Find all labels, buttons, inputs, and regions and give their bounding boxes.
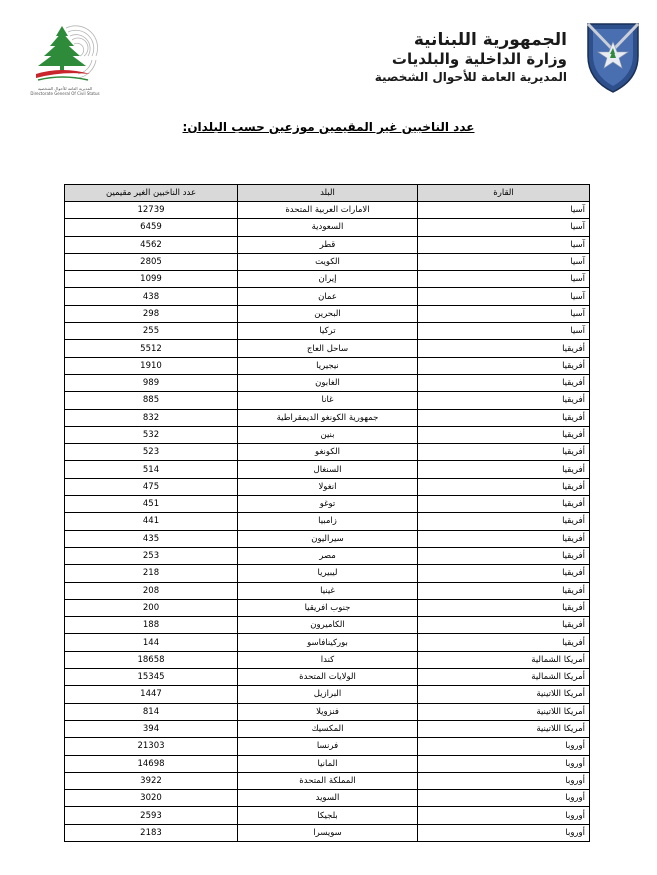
continent-cell: أفريقيا [418, 634, 590, 651]
country-cell: ليبيريا [238, 565, 418, 582]
table-row [65, 236, 590, 253]
country-cell: غانا [238, 392, 418, 409]
continent-cell: أوروبا [418, 807, 590, 824]
table-row [65, 703, 590, 720]
country-cell: بوركينافاسو [238, 634, 418, 651]
header-republic: الجمهورية اللبنانية [413, 30, 567, 50]
ministry-emblem [584, 20, 642, 94]
table-row [65, 340, 590, 357]
count-cell: 144 [65, 634, 238, 651]
continent-cell: أوروبا [418, 790, 590, 807]
table-row [65, 582, 590, 599]
table-row [65, 253, 590, 270]
table-row [65, 738, 590, 755]
continent-cell: أفريقيا [418, 409, 590, 426]
shield-star-icon [584, 20, 642, 94]
count-cell: 1447 [65, 686, 238, 703]
continent-cell: آسيا [418, 236, 590, 253]
count-cell: 438 [65, 288, 238, 305]
country-cell: المكسيك [238, 720, 418, 737]
count-cell: 532 [65, 426, 238, 443]
table-row [65, 444, 590, 461]
table-row [65, 202, 590, 219]
count-cell: 1099 [65, 271, 238, 288]
count-cell: 6459 [65, 219, 238, 236]
count-cell: 832 [65, 409, 238, 426]
table-row [65, 617, 590, 634]
table-header-row [65, 185, 590, 202]
continent-cell: أوروبا [418, 772, 590, 789]
country-cell: فنزويلا [238, 703, 418, 720]
table-row [65, 426, 590, 443]
continent-cell: أفريقيا [418, 582, 590, 599]
continent-cell: أفريقيا [418, 392, 590, 409]
continent-cell: أفريقيا [418, 513, 590, 530]
column-header-continent: القارة [418, 185, 590, 202]
table-row [65, 755, 590, 772]
table-row [65, 392, 590, 409]
count-cell: 2183 [65, 824, 238, 841]
count-cell: 255 [65, 323, 238, 340]
country-cell: مصر [238, 547, 418, 564]
country-cell: الكاميرون [238, 617, 418, 634]
country-cell: كندا [238, 651, 418, 668]
continent-cell: أمريكا اللاتينية [418, 686, 590, 703]
country-cell: ساحل العاج [238, 340, 418, 357]
count-cell: 435 [65, 530, 238, 547]
table-row [65, 271, 590, 288]
continent-cell: أفريقيا [418, 340, 590, 357]
table-row [65, 547, 590, 564]
count-cell: 394 [65, 720, 238, 737]
continent-cell: أفريقيا [418, 478, 590, 495]
table-body [65, 202, 590, 842]
count-cell: 12739 [65, 202, 238, 219]
continent-cell: أمريكا الشمالية [418, 669, 590, 686]
country-cell: نيجيريا [238, 357, 418, 374]
count-cell: 200 [65, 599, 238, 616]
count-cell: 885 [65, 392, 238, 409]
table-row [65, 513, 590, 530]
voters-table [64, 184, 590, 842]
count-cell: 298 [65, 305, 238, 322]
country-cell: جمهورية الكونغو الديمقراطية [238, 409, 418, 426]
count-cell: 814 [65, 703, 238, 720]
continent-cell: أفريقيا [418, 357, 590, 374]
country-cell: سيراليون [238, 530, 418, 547]
count-cell: 253 [65, 547, 238, 564]
country-cell: إيران [238, 271, 418, 288]
continent-cell: أفريقيا [418, 374, 590, 391]
country-cell: قطر [238, 236, 418, 253]
continent-cell: أوروبا [418, 824, 590, 841]
count-cell: 2593 [65, 807, 238, 824]
table-row [65, 599, 590, 616]
logo-caption [20, 86, 110, 96]
table-row [65, 305, 590, 322]
count-cell: 2805 [65, 253, 238, 270]
table-row [65, 651, 590, 668]
country-cell: البرازيل [238, 686, 418, 703]
table-row [65, 720, 590, 737]
country-cell: السعودية [238, 219, 418, 236]
continent-cell: أفريقيا [418, 496, 590, 513]
table-row [65, 686, 590, 703]
continent-cell: أمريكا اللاتينية [418, 720, 590, 737]
count-cell: 15345 [65, 669, 238, 686]
continent-cell: أفريقيا [418, 617, 590, 634]
table-row [65, 772, 590, 789]
table-row [65, 790, 590, 807]
table-row [65, 634, 590, 651]
continent-cell: أفريقيا [418, 565, 590, 582]
country-cell: انغولا [238, 478, 418, 495]
table-row [65, 807, 590, 824]
table-row [65, 374, 590, 391]
continent-cell: آسيا [418, 271, 590, 288]
count-cell: 218 [65, 565, 238, 582]
table-row [65, 357, 590, 374]
header-ministry: وزارة الداخلية والبلديات [391, 50, 567, 68]
continent-cell: أفريقيا [418, 461, 590, 478]
country-cell: جنوب افريقيا [238, 599, 418, 616]
country-cell: فرنسا [238, 738, 418, 755]
country-cell: السويد [238, 790, 418, 807]
table-row [65, 530, 590, 547]
country-cell: غينيا [238, 582, 418, 599]
count-cell: 989 [65, 374, 238, 391]
count-cell: 451 [65, 496, 238, 513]
table-row [65, 323, 590, 340]
count-cell: 475 [65, 478, 238, 495]
logo-caption-ar: المديرية العامة للأحوال الشخصية [37, 86, 93, 91]
continent-cell: آسيا [418, 305, 590, 322]
country-cell: توغو [238, 496, 418, 513]
continent-cell: آسيا [418, 288, 590, 305]
country-cell: عمان [238, 288, 418, 305]
table-row [65, 288, 590, 305]
continent-cell: أوروبا [418, 738, 590, 755]
cedar-fingerprint-icon [26, 22, 104, 88]
country-cell: المملكة المتحدة [238, 772, 418, 789]
table-row [65, 219, 590, 236]
country-cell: الكونغو [238, 444, 418, 461]
table-row [65, 409, 590, 426]
continent-cell: أمريكا اللاتينية [418, 703, 590, 720]
table-row [65, 824, 590, 841]
continent-cell: آسيا [418, 219, 590, 236]
country-cell: البحرين [238, 305, 418, 322]
count-cell: 5512 [65, 340, 238, 357]
count-cell: 18658 [65, 651, 238, 668]
country-cell: الولايات المتحدة [238, 669, 418, 686]
count-cell: 523 [65, 444, 238, 461]
logo-caption-en: Directorate General Of Civil Status [30, 91, 100, 96]
count-cell: 514 [65, 461, 238, 478]
country-cell: بلجيكا [238, 807, 418, 824]
continent-cell: آسيا [418, 202, 590, 219]
country-cell: الغابون [238, 374, 418, 391]
table-row [65, 461, 590, 478]
country-cell: سويسرا [238, 824, 418, 841]
continent-cell: أوروبا [418, 755, 590, 772]
count-cell: 4562 [65, 236, 238, 253]
country-cell: المانيا [238, 755, 418, 772]
country-cell: الامارات العربية المتحدة [238, 202, 418, 219]
table-row [65, 565, 590, 582]
continent-cell: أفريقيا [418, 547, 590, 564]
continent-cell: آسيا [418, 253, 590, 270]
count-cell: 3020 [65, 790, 238, 807]
continent-cell: أفريقيا [418, 530, 590, 547]
table-row [65, 478, 590, 495]
country-cell: السنغال [238, 461, 418, 478]
table-row [65, 496, 590, 513]
country-cell: تركيا [238, 323, 418, 340]
country-cell: زامبيا [238, 513, 418, 530]
ministry-header [375, 30, 567, 85]
continent-cell: أمريكا الشمالية [418, 651, 590, 668]
continent-cell: أفريقيا [418, 426, 590, 443]
column-header-country: البلد [238, 185, 418, 202]
count-cell: 208 [65, 582, 238, 599]
count-cell: 1910 [65, 357, 238, 374]
count-cell: 21303 [65, 738, 238, 755]
continent-cell: آسيا [418, 323, 590, 340]
count-cell: 441 [65, 513, 238, 530]
column-header-count: عدد الناخبين الغير مقيمين [65, 185, 238, 202]
header-directorate: المديرية العامة للأحوال الشخصية [374, 70, 567, 84]
count-cell: 14698 [65, 755, 238, 772]
country-cell: بنين [238, 426, 418, 443]
country-cell: الكويت [238, 253, 418, 270]
count-cell: 188 [65, 617, 238, 634]
page-title: عدد الناخبين غير المقيمين موزعين حسب البلدان: [182, 120, 475, 134]
table-row [65, 669, 590, 686]
continent-cell: أفريقيا [418, 444, 590, 461]
continent-cell: أفريقيا [418, 599, 590, 616]
count-cell: 3922 [65, 772, 238, 789]
